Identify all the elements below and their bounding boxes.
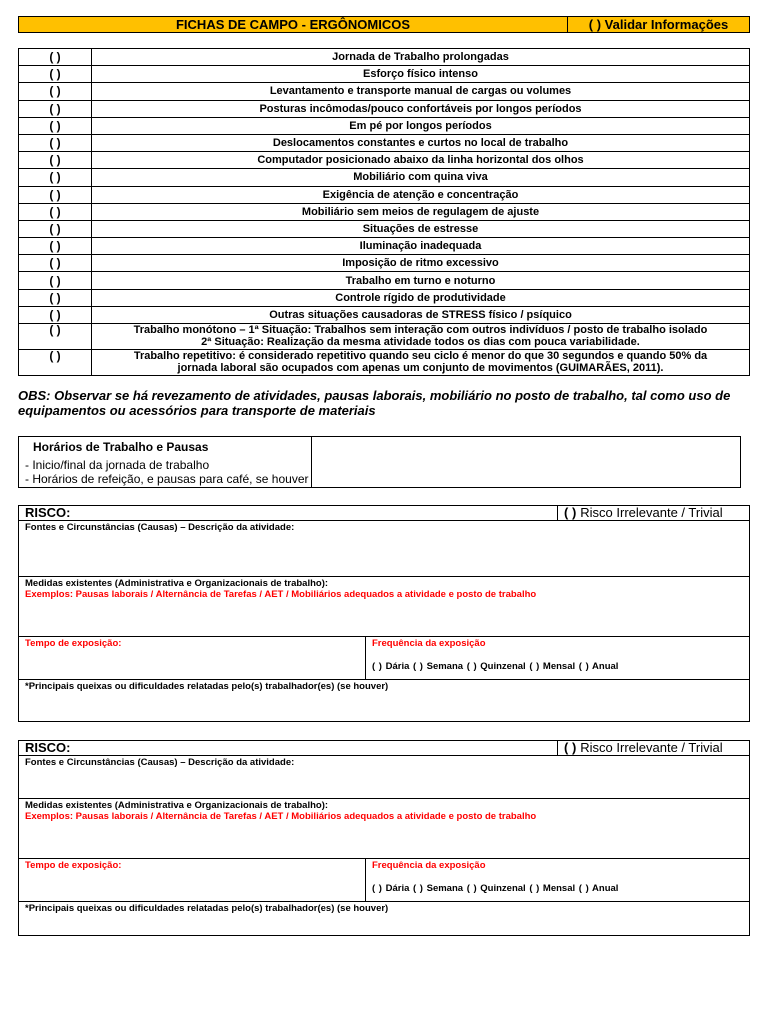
form-header: [18, 16, 750, 33]
risk-label: RISCO:: [19, 506, 558, 520]
risk-header: [19, 506, 749, 521]
checklist-checkbox[interactable]: ( ): [19, 289, 92, 306]
checklist-item-label: Mobiliário com quina viva: [92, 169, 750, 186]
complaints-field[interactable]: *Principais queixas ou dificuldades relatadas pelo(s) trabalhador(es) (se houver): [25, 681, 389, 692]
checklist-item-label: Trabalho em turno e noturno: [92, 272, 750, 289]
checklist-checkbox[interactable]: ( ): [19, 49, 92, 66]
checklist-item-label: [92, 324, 750, 350]
checklist-checkbox[interactable]: ( ): [19, 186, 92, 203]
checklist-item-label: Deslocamentos constantes e curtos no local de trabalho: [92, 134, 750, 151]
checklist-row: [19, 49, 750, 66]
checklist-checkbox[interactable]: ( ): [19, 152, 92, 169]
ergonomic-checklist: [18, 48, 750, 376]
work-hours-box: [18, 436, 741, 488]
checklist-checkbox[interactable]: ( ): [19, 220, 92, 237]
checklist-item-label: Imposição de ritmo excessivo: [92, 255, 750, 272]
checklist-checkbox[interactable]: ( ): [19, 324, 92, 350]
exposure-time-field[interactable]: Tempo de exposição:: [19, 859, 366, 901]
work-hours-line: - Horários de refeição, e pausas para café, se houver: [25, 472, 309, 486]
complaints-field[interactable]: *Principais queixas ou dificuldades relatadas pelo(s) trabalhador(es) (se houver): [25, 903, 389, 914]
checklist-row: [19, 117, 750, 134]
checklist-row: [19, 66, 750, 83]
exposure-frequency-field: Frequência da exposição ( ) Dária ( ) Semana ( ) Quinzenal ( ) Mensal ( ) Anual: [366, 637, 749, 679]
checklist-checkbox[interactable]: ( ): [19, 169, 92, 186]
checklist-item-label: Em pé por longos períodos: [92, 117, 750, 134]
work-hours-title: Horários de Trabalho e Pausas: [33, 440, 209, 454]
risk-exposure-row: [19, 637, 749, 680]
checklist-item-line: Trabalho monótono – 1ª Situação: Trabalhos sem interação com outros indivíduos / posto de trabalho isolado: [133, 324, 708, 336]
checklist-checkbox[interactable]: ( ): [19, 306, 92, 323]
checklist-checkbox[interactable]: ( ): [19, 272, 92, 289]
checklist-row: [19, 100, 750, 117]
checklist-item-label: Posturas incômodas/pouco confortáveis por longos períodos: [92, 100, 750, 117]
checklist-item-label: Jornada de Trabalho prolongadas: [92, 49, 750, 66]
risk-exposure-row: [19, 859, 749, 902]
checklist-row: [19, 350, 750, 376]
checklist-row: [19, 220, 750, 237]
checklist-item-label: [92, 350, 750, 376]
work-hours-input[interactable]: [312, 437, 740, 487]
checklist-row: [19, 152, 750, 169]
checklist-item-label: Computador posicionado abaixo da linha horizontal dos olhos: [92, 152, 750, 169]
checklist-checkbox[interactable]: ( ): [19, 100, 92, 117]
checklist-row: [19, 134, 750, 151]
work-hours-line: - Inicio/final da jornada de trabalho: [25, 458, 210, 472]
checklist-checkbox[interactable]: ( ): [19, 255, 92, 272]
checklist-checkbox[interactable]: ( ): [19, 238, 92, 255]
risk-block-1: [18, 505, 750, 722]
checklist-row: [19, 255, 750, 272]
checklist-checkbox[interactable]: ( ): [19, 117, 92, 134]
checklist-row: [19, 83, 750, 100]
checklist-item-label: Situações de estresse: [92, 220, 750, 237]
risk-trivial-checkbox[interactable]: ( ) Risco Irrelevante / Trivial: [564, 505, 723, 520]
exposure-frequency-field: Frequência da exposição ( ) Dária ( ) Semana ( ) Quinzenal ( ) Mensal ( ) Anual: [366, 859, 749, 901]
risk-sources-field[interactable]: Fontes e Circunstâncias (Causas) – Descrição da atividade:: [19, 521, 749, 577]
checklist-checkbox[interactable]: ( ): [19, 350, 92, 376]
checklist-checkbox[interactable]: ( ): [19, 134, 92, 151]
checklist-row: [19, 272, 750, 289]
checklist-row: [19, 203, 750, 220]
checklist-item-label: Outras situações causadoras de STRESS físico / psíquico: [92, 306, 750, 323]
exposure-time-field[interactable]: Tempo de exposição:: [19, 637, 366, 679]
obs-note: OBS: Observar se há revezamento de atividades, pausas laborais, mobiliário no posto de trabalho, tal como uso de equipamentos ou acessórios para transporte de materiais: [18, 388, 731, 418]
risk-label: RISCO:: [19, 741, 558, 755]
checklist-checkbox[interactable]: ( ): [19, 203, 92, 220]
checklist-item-line: 2ª Situação: Realização da mesma atividade todos os dias com pouca variabilidade.: [201, 335, 640, 348]
frequency-options[interactable]: ( ) Dária ( ) Semana ( ) Quinzenal ( ) Mensal ( ) Anual: [372, 883, 619, 894]
checklist-item-label: Levantamento e transporte manual de cargas ou volumes: [92, 83, 750, 100]
checklist-row: [19, 306, 750, 323]
checklist-item-label: Mobiliário sem meios de regulagem de ajuste: [92, 203, 750, 220]
checklist-row: [19, 238, 750, 255]
checklist-row: [19, 324, 750, 350]
checklist-item-line: Trabalho repetitivo: é considerado repetitivo quando seu ciclo é menor do que 30 segundos e quando 50% da: [133, 350, 708, 362]
risk-sources-field[interactable]: Fontes e Circunstâncias (Causas) – Descrição da atividade:: [19, 756, 749, 799]
risk-header: [19, 741, 749, 756]
checklist-item-label: Controle rígido de produtividade: [92, 289, 750, 306]
checklist-item-label: Iluminação inadequada: [92, 238, 750, 255]
checklist-item-label: Exigência de atenção e concentração: [92, 186, 750, 203]
form-title: FICHAS DE CAMPO - ERGÔNOMICOS: [19, 17, 568, 32]
risk-trivial-checkbox[interactable]: ( ) Risco Irrelevante / Trivial: [564, 740, 723, 755]
validate-info-checkbox[interactable]: ( ) Validar Informações: [588, 17, 729, 32]
checklist-row: [19, 289, 750, 306]
frequency-options[interactable]: ( ) Dária ( ) Semana ( ) Quinzenal ( ) Mensal ( ) Anual: [372, 661, 619, 672]
checklist-row: [19, 186, 750, 203]
work-hours-labels: [19, 437, 312, 487]
checklist-item-line: jornada laboral são ocupados com apenas um conjunto de movimentos (GUIMARÃES, 2011).: [177, 361, 664, 374]
risk-measures-field[interactable]: Medidas existentes (Administrativa e Organizacionais de trabalho): Exemplos: Pausas laborais / Alternância de Tarefas / AET / Mobiliários adequados a atividade e posto de trabalho: [19, 799, 749, 859]
risk-measures-field[interactable]: Medidas existentes (Administrativa e Organizacionais de trabalho): Exemplos: Pausas laborais / Alternância de Tarefas / AET / Mobiliários adequados a atividade e posto de trabalho: [19, 577, 749, 637]
checklist-row: [19, 169, 750, 186]
checklist-checkbox[interactable]: ( ): [19, 66, 92, 83]
checklist-item-label: Esforço físico intenso: [92, 66, 750, 83]
checklist-checkbox[interactable]: ( ): [19, 83, 92, 100]
risk-block-2: [18, 740, 750, 936]
